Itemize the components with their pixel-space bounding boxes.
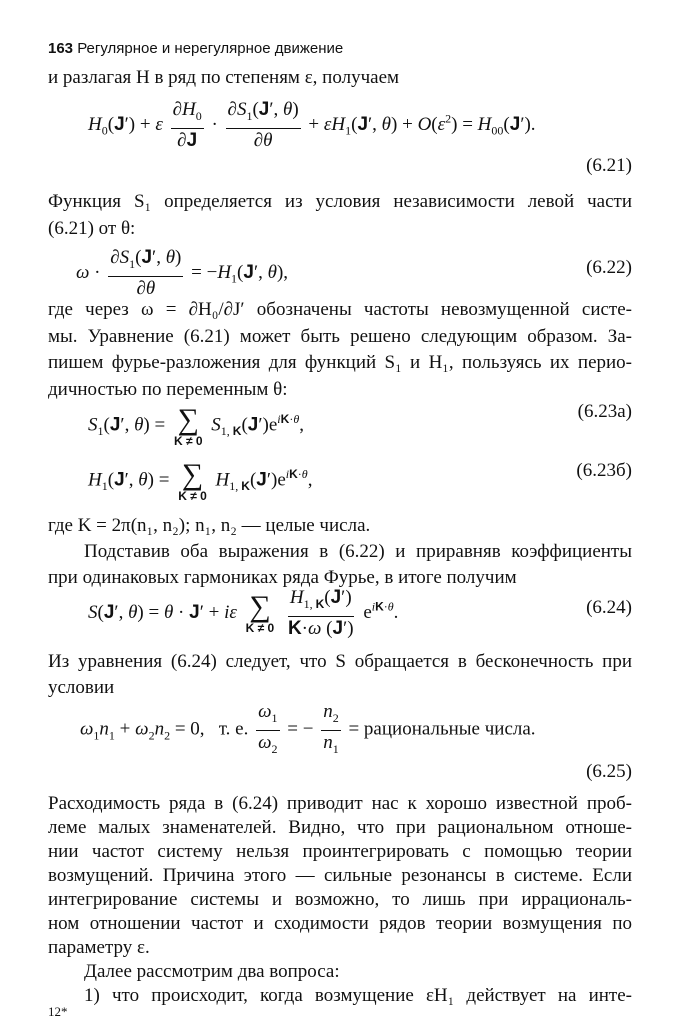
equation-6-23a: $S_1(J'$, θ) = ∑ K ≠ 0 $S_{1, K}(J')e^{iK\cdot\theta}$, [88, 403, 304, 448]
paragraph-3-line-1: где через ω = ∂H₀/∂J′ обозначены частоты невозмущенной систе- [48, 299, 632, 320]
paragraph-7-line-7: параметру ε. [48, 937, 150, 958]
running-header [48, 40, 343, 57]
eq-number-6-23a: (6.23а) [577, 401, 632, 422]
paragraph-6-line-2: условии [48, 677, 115, 698]
paragraph-6-line-1: Из уравнения (6.24) следует, что S обращается в бесконечность при [48, 651, 632, 672]
paragraph-7-line-2: леме малых знаменателей. Видно, что при рациональном отноше- [48, 817, 632, 838]
eq-text-rational: рациональные числа. [363, 718, 536, 740]
equation-6-24: S(J′, θ) = θ · J′ + iε ∑ K ≠ 0 $\frac{H_{1, K}(J')}{K\cdot\omega (J')}$ $e^{iK\cdot\theta}$. [88, 587, 399, 639]
equation-6-25: $\omega_1n_1 + \omega_2n_2 = 0$, т. е. $\frac{\omega_1}{\omega_2}$ = − $\frac{n_2}{n_1}$ = рациональные числа. [80, 701, 536, 756]
chapter-title: Регулярное и нерегулярное движение [77, 40, 344, 57]
paragraph-2-line-1: Функция S₁ определяется из условия независимости левой части [48, 191, 632, 212]
paragraph-3-line-4: дичностью по переменным θ: [48, 379, 288, 400]
paragraph-8: Далее рассмотрим два вопроса: [84, 961, 340, 982]
signature-mark: 12* [48, 1004, 68, 1019]
paragraph-7-line-5: интегрирование системы и возможно, то лишь при иррациональ- [48, 889, 632, 910]
equation-6-21: $H_0(J') + \varepsilon$ $\frac{\partial H_0}{\partial J}$ · $\frac{\partial S_1(J', \theta)}{\partial\theta}$ + $\varepsilon H_1(J'$, $\theta) + O(\varepsilon^2) = H_{00}(J')$. [88, 99, 536, 151]
eq-number-6-22: (6.22) [586, 257, 632, 278]
eq-number-6-24: (6.24) [586, 597, 632, 618]
paragraph-7-line-1: Расходимость ряда в (6.24) приводит нас к хорошо известной проб- [48, 793, 632, 814]
equation-6-22: ω · $\frac{\partial S_1(J', \theta)}{\partial\theta}$ = $-H_1(J'$, θ), [76, 247, 289, 299]
paragraph-3-line-3: пишем фурье-разложения для функций S₁ и H₁, пользуясь их перио- [48, 352, 632, 373]
paragraph-2-line-2: (6.21) от θ: [48, 218, 136, 239]
eq-text-te: т. е. [218, 718, 249, 740]
paragraph-5-line-2: при одинаковых гармониках ряда Фурье, в итоге получим [48, 567, 517, 588]
equation-6-23b: $H_1(J'$, θ) = ∑ K ≠ 0 $H_{1, K}(J')e^{iK\cdot\theta}$, [88, 458, 313, 503]
paragraph-7-line-4: возмущений. Причина этого — сильные резонансы в системе. Если [48, 865, 632, 886]
page-number: 163 [48, 40, 74, 57]
paragraph-1: и разлагая H в ряд по степеням ε, получаем [48, 67, 400, 88]
paragraph-7-line-6: ном отношении частот и сходимости рядов теории возмущения по [48, 913, 632, 934]
eq-number-6-23b: (6.23б) [576, 460, 632, 481]
paragraph-5-line-1: Подставив оба выражения в (6.22) и приравняв коэффициенты [84, 541, 632, 562]
paragraph-7-line-3: нии частот систему нельзя проинтегрировать с помощью теории [48, 841, 632, 862]
paragraph-9: 1) что происходит, когда возмущение εH₁ действует на инте- [84, 985, 632, 1006]
eq-number-6-21: (6.21) [586, 155, 632, 176]
paragraph-4: где K = 2π(n₁, n₂); n₁, n₂ — целые числа. [48, 515, 371, 536]
paragraph-3-line-2: мы. Уравнение (6.21) может быть решено следующим образом. За- [48, 326, 632, 347]
eq-number-6-25: (6.25) [586, 761, 632, 782]
